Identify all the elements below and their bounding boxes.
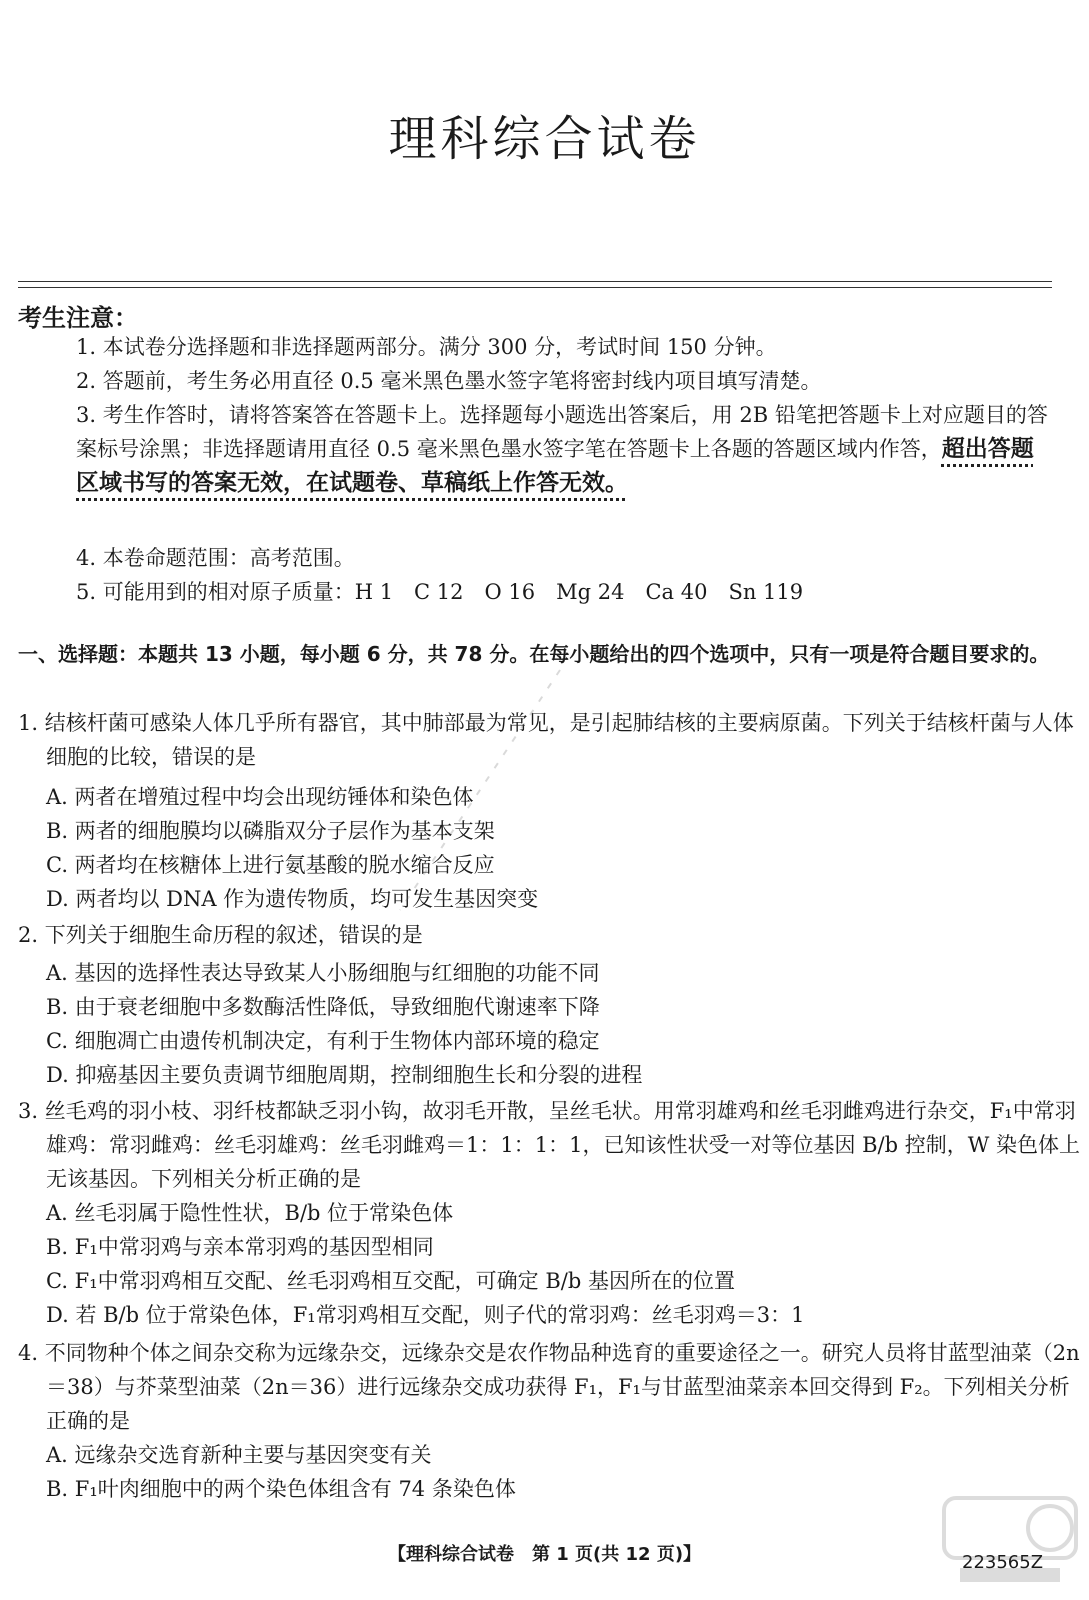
question-3-stem: 3. 丝毛鸡的羽小枝、羽纤枝都缺乏羽小钩，故羽毛开散，呈丝毛状。用常羽雄鸡和丝毛羽雌鸡进行杂交，F₁中常羽雄鸡：常羽雌鸡：丝毛羽雄鸡：丝毛羽雌鸡＝1：1：1：1，已知该性状受一对等位基因 B/b 控制，W 染色体上无该基因。下列相关分析正确的是 (18, 1099, 1080, 1191)
page-title: 理科综合试卷 (388, 111, 701, 167)
question-2-option-d: D. 抑癌基因主要负责调节细胞周期，控制细胞生长和分裂的进程 (46, 1063, 643, 1087)
question-2-stem: 2. 下列关于细胞生命历程的叙述，错误的是 (18, 923, 423, 947)
notice-item-3 (76, 398, 1056, 500)
question-4-option-a: A. 远缘杂交选育新种主要与基因突变有关 (46, 1443, 432, 1467)
question-1-stem: 1. 结核杆菌可感染人体几乎所有器官，其中肺部最为常见，是引起肺结核的主要病原菌。下列关于结核杆菌与人体细胞的比较，错误的是 (18, 711, 1074, 769)
question-2-option-b: B. 由于衰老细胞中多数酶活性降低，导致细胞代谢速率下降 (46, 995, 600, 1019)
question-1-option-d: D. 两者均以 DNA 作为遗传物质，均可发生基因突变 (46, 887, 539, 911)
question-1-option-a: A. 两者在增殖过程中均会出现纺锤体和染色体 (46, 785, 474, 809)
question-3-option-a: A. 丝毛羽属于隐性性状，B/b 位于常染色体 (46, 1201, 454, 1225)
section-heading: 一、选择题：本题共 13 小题，每小题 6 分，共 78 分。在每小题给出的四个选项中，只有一项是符合题目要求的。 (18, 642, 1050, 666)
question-1-option-b: B. 两者的细胞膜均以磷脂双分子层作为基本支架 (46, 819, 495, 843)
diagonal-stamp-mark (380, 660, 580, 920)
page-footer: 【理科综合试卷 第 1 页(共 12 页)】 (387, 1544, 702, 1565)
question-3-option-c: C. F₁中常羽鸡相互交配、丝毛羽鸡相互交配，可确定 B/b 基因所在的位置 (46, 1269, 735, 1293)
notice-heading: 考生注意： (18, 304, 138, 332)
question-3-option-d: D. 若 B/b 位于常染色体，F₁常羽鸡相互交配，则子代的常羽鸡：丝毛羽鸡＝3：1 (46, 1303, 805, 1327)
question-2-option-a: A. 基因的选择性表达导致某人小肠细胞与红细胞的功能不同 (46, 961, 600, 985)
question-4-stem: 4. 不同物种个体之间杂交称为远缘杂交，远缘杂交是农作物品种选育的重要途径之一。研究人员将甘蓝型油菜（2n＝38）与芥菜型油菜（2n＝36）进行远缘杂交成功获得 F₁，F₁与甘蓝型油菜亲本回交得到 F₂。下列相关分析正确的是 (18, 1341, 1080, 1433)
notice-item-4: 4. 本卷命题范围：高考范围。 (76, 546, 355, 570)
notice-item-3-emphasis: 超出答题区域书写的答案无效，在试题卷、草稿纸上作答无效。 (76, 436, 1034, 496)
question-4-option-b: B. F₁叶肉细胞中的两个染色体组含有 74 条染色体 (46, 1477, 516, 1501)
question-1-option-c: C. 两者均在核糖体上进行氨基酸的脱水缩合反应 (46, 853, 495, 877)
header-divider (18, 281, 1052, 282)
question-3-option-b: B. F₁中常羽鸡与亲本常羽鸡的基因型相同 (46, 1235, 434, 1259)
notice-item-5: 5. 可能用到的相对原子质量：H 1 C 12 O 16 Mg 24 Ca 40 Sn 119 (76, 580, 804, 604)
exam-code: 223565Z (962, 1552, 1044, 1573)
notice-item-3-text: 3. 考生作答时，请将答案答在答题卡上。选择题每小题选出答案后，用 2B 铅笔把答题卡上对应题目的答案标号涂黑；非选择题请用直径 0.5 毫米黑色墨水签字笔在答题卡上各题的答题区域内作答， (76, 403, 1048, 461)
header-divider-inner (18, 287, 1052, 288)
notice-item-1: 1. 本试卷分选择题和非选择题两部分。满分 300 分，考试时间 150 分钟。 (76, 335, 777, 359)
question-2-option-c: C. 细胞凋亡由遗传机制决定，有利于生物体内部环境的稳定 (46, 1029, 600, 1053)
notice-item-2: 2. 答题前，考生务必用直径 0.5 毫米黑色墨水签字笔将密封线内项目填写清楚。 (76, 369, 822, 393)
